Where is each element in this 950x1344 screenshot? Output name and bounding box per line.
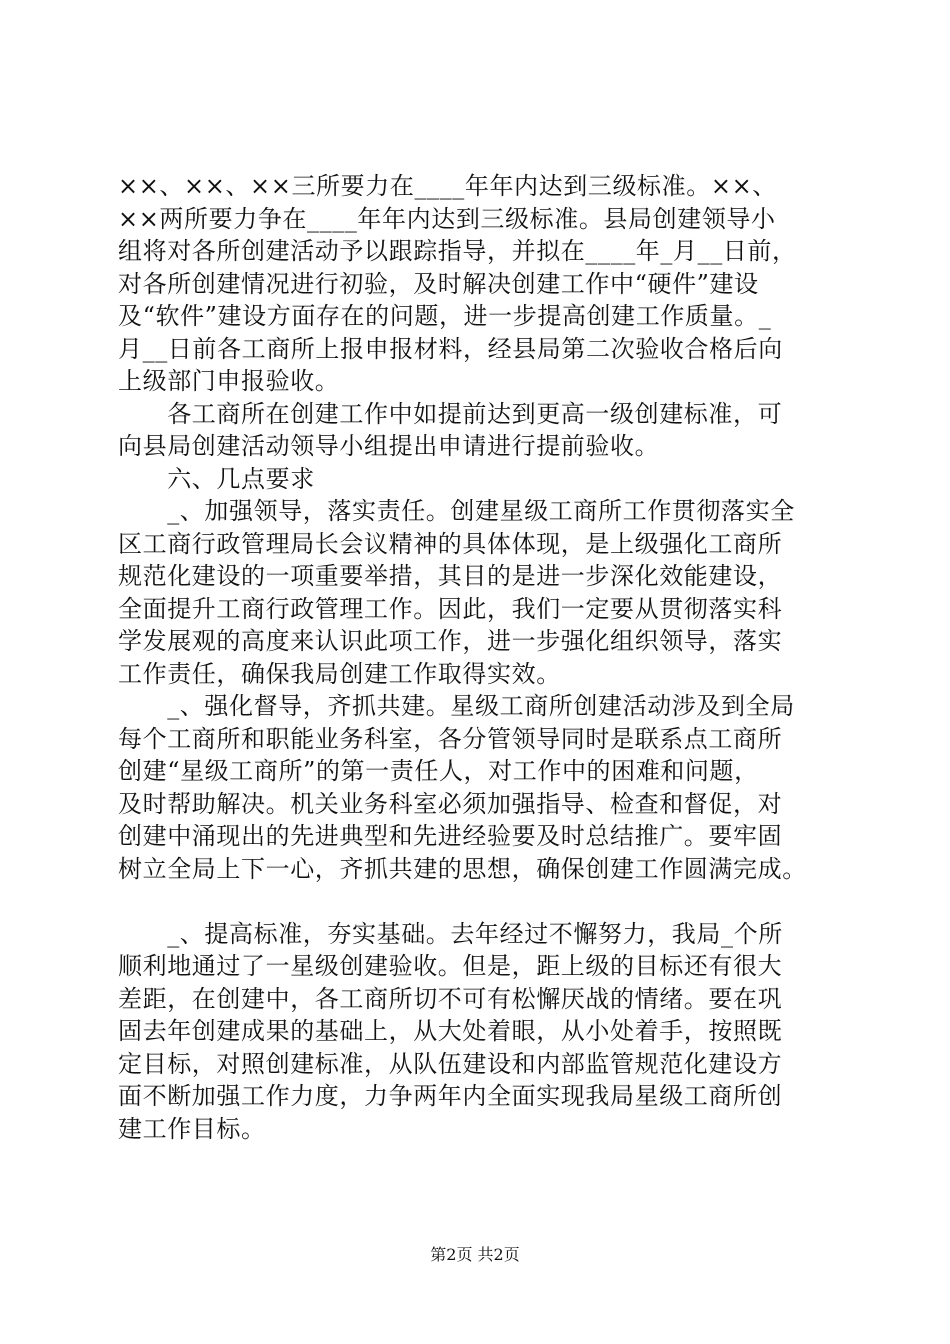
text-line: 建工作目标。 — [118, 1114, 266, 1143]
text-line: 工作责任，确保我局创建工作取得实效。 — [118, 659, 561, 688]
text-line: 对各所创建情况进行初验，及时解决创建工作中“硬件”建设 — [118, 269, 759, 298]
text-line: ××、××、××三所要力在____年年内达到三级标准。××、 — [118, 172, 777, 200]
text-line: 差距，在创建中，各工商所切不可有松懈厌战的情绪。要在巩 — [118, 984, 783, 1013]
text-line: 每个工商所和职能业务科室，各分管领导同时是联系点工商所 — [118, 724, 783, 753]
paragraph-gap — [118, 885, 838, 918]
text-line: ××两所要力争在____年年内达到三级标准。县局创建领导小 — [118, 204, 776, 233]
text-line: 上级部门申报验收。 — [118, 367, 340, 395]
text-line: 向县局创建活动领导小组提出申请进行提前验收。 — [118, 432, 660, 460]
text-line: _、强化督导，齐抓共建。星级工商所创建活动涉及到全局 — [118, 692, 795, 720]
document-body — [118, 170, 838, 1145]
text-line: 及时帮助解决。机关业务科室必须加强指导、检查和督促，对 — [118, 789, 783, 818]
text-line: 固去年创建成果的基础上，从大处着眼，从小处着手，按照既 — [118, 1017, 783, 1045]
text-line: 规范化建设的一项重要举措，其目的是进一步深化效能建设， — [118, 562, 783, 590]
text-line: 全面提升工商行政管理工作。因此，我们一定要从贯彻落实科 — [118, 594, 783, 623]
text-line: 各工商所在创建工作中如提前达到更高一级创建标准，可 — [118, 399, 783, 428]
text-line: _、提高标准，夯实基础。去年经过不懈努力，我局_个所 — [118, 919, 783, 948]
text-line: 顺利地通过了一星级创建验收。但是，距上级的目标还有很大 — [118, 952, 783, 980]
text-line: 创建“星级工商所”的第一责任人，对工作中的困难和问题， — [118, 757, 759, 785]
text-line: 及“软件”建设方面存在的问题，进一步提高创建工作质量。_ — [118, 302, 772, 330]
text-line: 组将对各所创建活动予以跟踪指导，并拟在____年_月__日前， — [118, 237, 797, 265]
text-line: 学发展观的高度来认识此项工作，进一步强化组织领导，落实 — [118, 627, 783, 655]
text-line: 月__日前各工商所上报申报材料，经县局第二次验收合格后向 — [118, 334, 783, 363]
text-line: 定目标，对照创建标准，从队伍建设和内部监管规范化建设方 — [118, 1049, 783, 1078]
text-line: _、加强领导，落实责任。创建星级工商所工作贯彻落实全 — [118, 497, 795, 525]
text-line: 面不断加强工作力度，力争两年内全面实现我局星级工商所创 — [118, 1082, 783, 1110]
text-line: 区工商行政管理局长会议精神的具体体现，是上级强化工商所 — [118, 529, 783, 558]
section-heading: 六、几点要求 — [118, 464, 315, 493]
text-line: 创建中涌现出的先进典型和先进经验要及时总结推广。要牢固 — [118, 822, 783, 850]
text-line: 树立全局上下一心，齐抓共建的思想，确保创建工作圆满完成。 — [118, 854, 807, 883]
page-number-footer: 第2页 共2页 — [430, 1245, 520, 1264]
